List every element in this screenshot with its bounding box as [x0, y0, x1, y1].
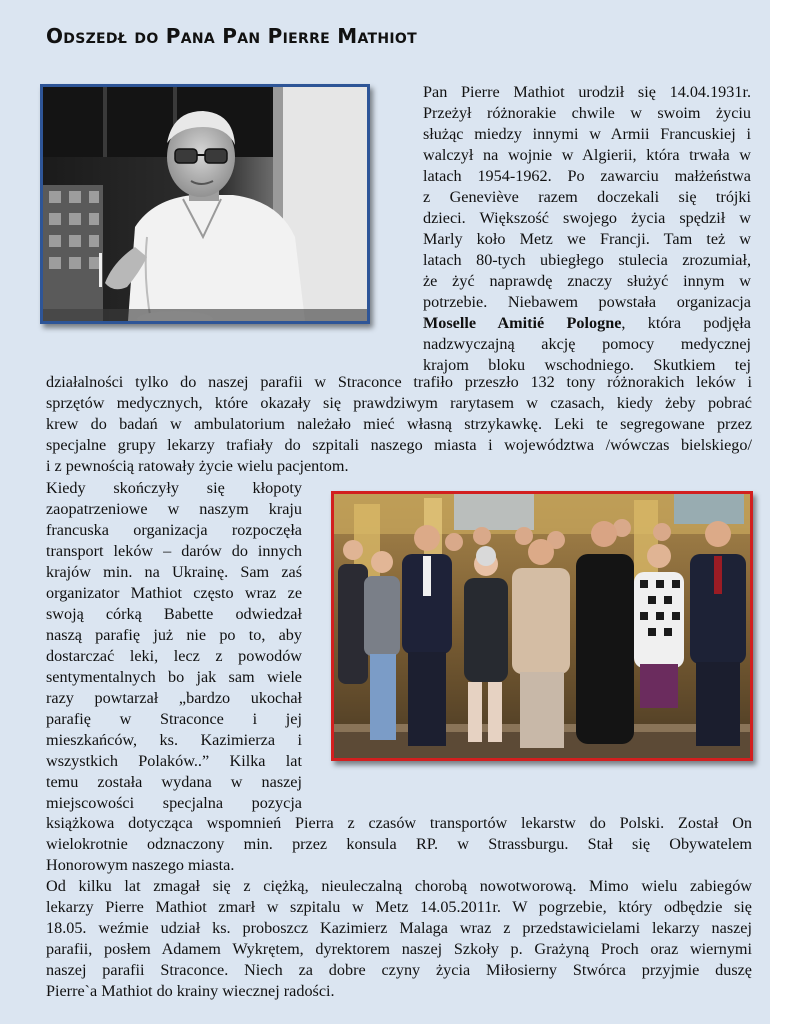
text-line: potrzebie. Niebawem powstała organizacja	[423, 293, 751, 311]
text-line: walczył na wojnie w Algierii, która trwała w	[423, 146, 751, 164]
text-line: specjalne grupy lekarzy trafiały do szpitali naszego miasta i województwa /wówczas bielskiego/	[46, 436, 752, 454]
text-line: dzieci. Większość swojego życia spędził w	[423, 209, 751, 227]
article-title: Odszedł do Pana Pan Pierre Mathiot	[46, 24, 417, 48]
text-line: dostarczać leki, lecz z powodów	[46, 647, 302, 665]
portrait-photo-illustration	[43, 87, 367, 321]
visits-paragraph	[46, 478, 302, 814]
text-line-org	[423, 313, 751, 334]
text-line: służąc miedzy innymi w Armii Francuskiej i	[423, 125, 751, 143]
text-line: razy powtarzał „bardzo ukochał	[46, 689, 302, 707]
organization-name: Moselle Amitié Pologne	[423, 314, 622, 332]
portrait-photo	[40, 84, 370, 324]
text-line: zaopatrzeniowe w naszym kraju	[46, 500, 302, 518]
group-photo-illustration	[334, 494, 750, 758]
text-line: że żyć naprawdę znaczy służyć innym w	[423, 272, 751, 290]
text-line: 18.05. weźmie udział ks. proboszcz Kazimierz Malaga wraz z przedstawicielami lekarzy naszej	[46, 919, 752, 937]
text-line: książkowa dotycząca wspomnień Pierra z czasów transportów lekarstw do Polski. Został On	[46, 814, 752, 832]
text-line: miejscowości specjalna pozycja	[46, 794, 302, 812]
text-line-last: Honorowym naszego miasta.	[46, 856, 235, 874]
text-fragment: , która podjęła	[621, 314, 751, 332]
text-line: nadzwyczajną akcję pomocy medycznej	[423, 335, 751, 353]
group-photo	[331, 491, 753, 761]
text-line-last: i z pewnością ratowały życie wielu pacjentom.	[46, 457, 349, 475]
text-line: organizator Mathiot często wraz ze	[46, 584, 302, 602]
text-line: Marly koło Metz we Francji. Tam też w	[423, 230, 751, 248]
text-line: działalności tylko do naszej parafii w Straconce trafiło przeszło 132 tony różnorakich leków i	[46, 373, 752, 391]
text-line: mieszkańców, ks. Kazimierza i	[46, 731, 302, 749]
text-line: wszystkich Polaków..” Kilka lat	[46, 752, 302, 770]
text-line: sprzętów medycznych, które okazały się prawdziwym rarytasem w czasach, kiedy żeby pobrać	[46, 394, 752, 412]
text-line: wielokrotnie odznaczony min. przez konsula RP. w Strassburgu. Stał się Obywatelem	[46, 835, 752, 853]
text-line: parafię w Straconce i jej	[46, 710, 302, 728]
text-line: krew do badań w ambulatorium należało mieć własną strzykawkę. Leki te segregowane przez	[46, 415, 752, 433]
text-line: krajom bloku wschodniego. Skutkiem tej	[423, 356, 751, 374]
text-line: transport leków – darów do innych	[46, 542, 302, 560]
text-line: temu została wydana w naszej	[46, 773, 302, 791]
text-line: lekarzy Pierre Mathiot zmarł w szpitalu w Metz 14.05.2011r. W pogrzebie, który odbędzie się	[46, 898, 752, 916]
text-line: Pan Pierre Mathiot urodził się 14.04.1931r.	[423, 83, 751, 101]
text-line: swoją córką Babette odwiedzał	[46, 605, 302, 623]
closing-paragraphs	[46, 813, 752, 1002]
intro-paragraph	[423, 82, 751, 376]
activity-paragraph	[46, 372, 752, 477]
text-line: sentymentalnych bo jak sam wiele	[46, 668, 302, 686]
text-line: latach 80-tych ubiegłego stulecia zrozumiał,	[423, 251, 751, 269]
text-line-last: Pierre`a Mathiot do krainy wiecznej radości.	[46, 982, 335, 1000]
text-line: Kiedy skończyły się kłopoty	[46, 479, 302, 497]
text-line: francuska organizacja rozpoczęła	[46, 521, 302, 539]
text-line: Od kilku lat zmagał się z ciężką, nieuleczalną chorobą nowotworową. Mimo wielu zabiegów	[46, 877, 752, 895]
text-line: Przeżył różnorakie chwile w swoim życiu	[423, 104, 751, 122]
text-line: naszą parafię już nie po to, aby	[46, 626, 302, 644]
text-line: krajów min. na Ukrainę. Sam zaś	[46, 563, 302, 581]
text-line: naszej parafii Straconce. Niech za dobre czyny życia Miłosierny Stwórca przyjmie duszę	[46, 961, 752, 979]
text-line: latach 1954-1962. Po zawarciu małżeństwa	[423, 167, 751, 185]
text-line: z Geneviève razem doczekali się trójki	[423, 188, 751, 206]
text-line: parafii, posłem Adamem Wykrętem, dyrektorem naszej Szkoły p. Grażyną Proch oraz wiernymi	[46, 940, 752, 958]
